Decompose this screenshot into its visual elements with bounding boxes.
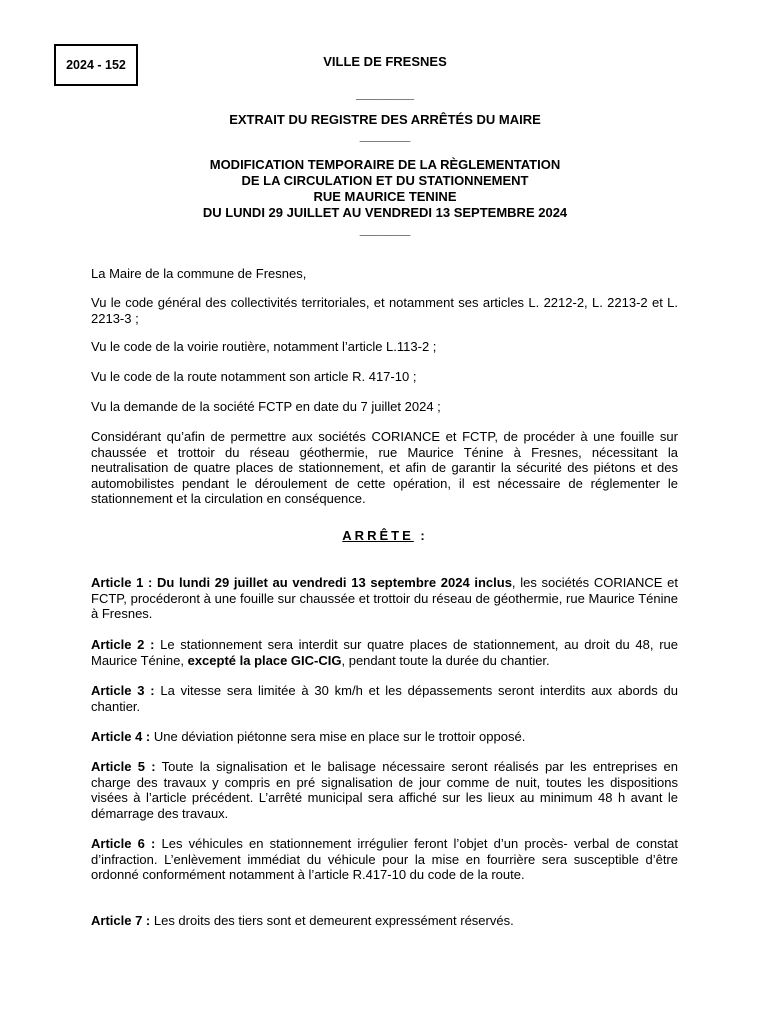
article-3-label: Article 3 : xyxy=(91,683,155,698)
article-5-text: Toute la signalisation et le balisage nécessaire seront réalisés par les entreprises en charge des travaux y compris en pré signalisation de jour comme de nuit, toutes les dispositions visées à l’article précédent. L’arrêté municipal sera affiché sur les lieux au minimum 48 h avant le démarrage des travaux. xyxy=(91,759,678,821)
article-7 xyxy=(91,913,678,929)
preamble-intro: La Maire de la commune de Fresnes, xyxy=(91,266,307,281)
register-title: EXTRAIT DU REGISTRE DES ARRÊTÉS DU MAIRE xyxy=(229,112,541,127)
article-7-text: Les droits des tiers sont et demeurent expressément réservés. xyxy=(150,913,514,928)
article-7-label: Article 7 : xyxy=(91,913,151,928)
decree-title-line: RUE MAURICE TENINE xyxy=(313,189,457,204)
article-2-text: Le stationnement sera interdit sur quatre places de stationnement, au droit du 48, rue Maurice Ténine, xyxy=(91,637,678,668)
article-1-text: , les sociétés CORIANCE et FCTP, procéderont à une fouille sur chaussée et trottoir du réseau de géothermie, rue Maurice Ténine à Fresnes. xyxy=(91,575,678,621)
article-2-text-end: , pendant toute la durée du chantier. xyxy=(341,652,550,668)
town-name: VILLE DE FRESNES xyxy=(323,54,447,69)
article-6-label: Article 6 : xyxy=(91,836,156,851)
arrete-colon: : xyxy=(413,528,428,543)
article-5 xyxy=(91,759,678,821)
preamble-vu-demande: Vu la demande de la société FCTP en date du 7 juillet 2024 ; xyxy=(91,399,441,414)
article-3-text: La vitesse sera limitée à 30 km/h et les dépassements seront interdits aux abords du chantier. xyxy=(91,683,678,714)
decree-title-line: MODIFICATION TEMPORAIRE DE LA RÈGLEMENTATION xyxy=(209,157,561,172)
article-6 xyxy=(91,836,678,883)
separator: ________ xyxy=(356,86,414,101)
article-2-exception: excepté la place GIC-CIG xyxy=(187,652,342,668)
preamble-vu-voirie: Vu le code de la voirie routière, notamment l’article L.113-2 ; xyxy=(91,339,437,354)
separator: _______ xyxy=(359,222,411,237)
decree-title xyxy=(90,157,680,221)
separator: _______ xyxy=(359,128,411,143)
arrete-word: ARRÊTE xyxy=(342,528,414,543)
article-1 xyxy=(91,575,678,622)
article-4-text: Une déviation piétonne sera mise en place sur le trottoir opposé. xyxy=(150,729,526,744)
article-1-label: Article 1 : Du lundi 29 juillet au vendredi 13 septembre 2024 inclus xyxy=(91,575,512,590)
decree-title-line: DU LUNDI 29 JUILLET AU VENDREDI 13 SEPTEMBRE 2024 xyxy=(202,205,568,220)
arrete-heading xyxy=(90,528,680,543)
reference-number-box: 2024 - 152 xyxy=(54,44,138,86)
article-3 xyxy=(91,683,678,714)
article-4-label: Article 4 : xyxy=(91,729,151,744)
article-5-label: Article 5 : xyxy=(91,759,156,774)
decree-title-line: DE LA CIRCULATION ET DU STATIONNEMENT xyxy=(241,173,529,188)
article-2-label: Article 2 : xyxy=(91,637,155,652)
preamble-considerant: Considérant qu’afin de permettre aux sociétés CORIANCE et FCTP, de procéder à une fouille sur chaussée et trottoir du réseau géothermie, rue Maurice Ténine à Fresnes, nécessitant la neutralisation de quatre places de stationnement, et afin de garantir la sécurité des piétons et des automobilistes pendant le déroulement de cette opération, il est nécessaire de réglementer le stationnement et la circulation en conséquence. xyxy=(91,429,678,506)
preamble-vu-cgct: Vu le code général des collectivités territoriales, et notamment ses articles L. 2212-2, L. 2213-2 et L. 2213-3 ; xyxy=(91,295,678,326)
article-4 xyxy=(91,729,678,745)
article-6-text: Les véhicules en stationnement irrégulier feront l’objet d’un procès- verbal de constat d’infraction. L’enlèvement immédiat du véhicule pour la mise en fourrière sera susceptible d’être ordonné conformément notamment à l’article R.417-10 du code de la route. xyxy=(91,836,679,882)
preamble-vu-route: Vu le code de la route notamment son article R. 417-10 ; xyxy=(91,369,417,384)
article-2 xyxy=(91,637,678,668)
